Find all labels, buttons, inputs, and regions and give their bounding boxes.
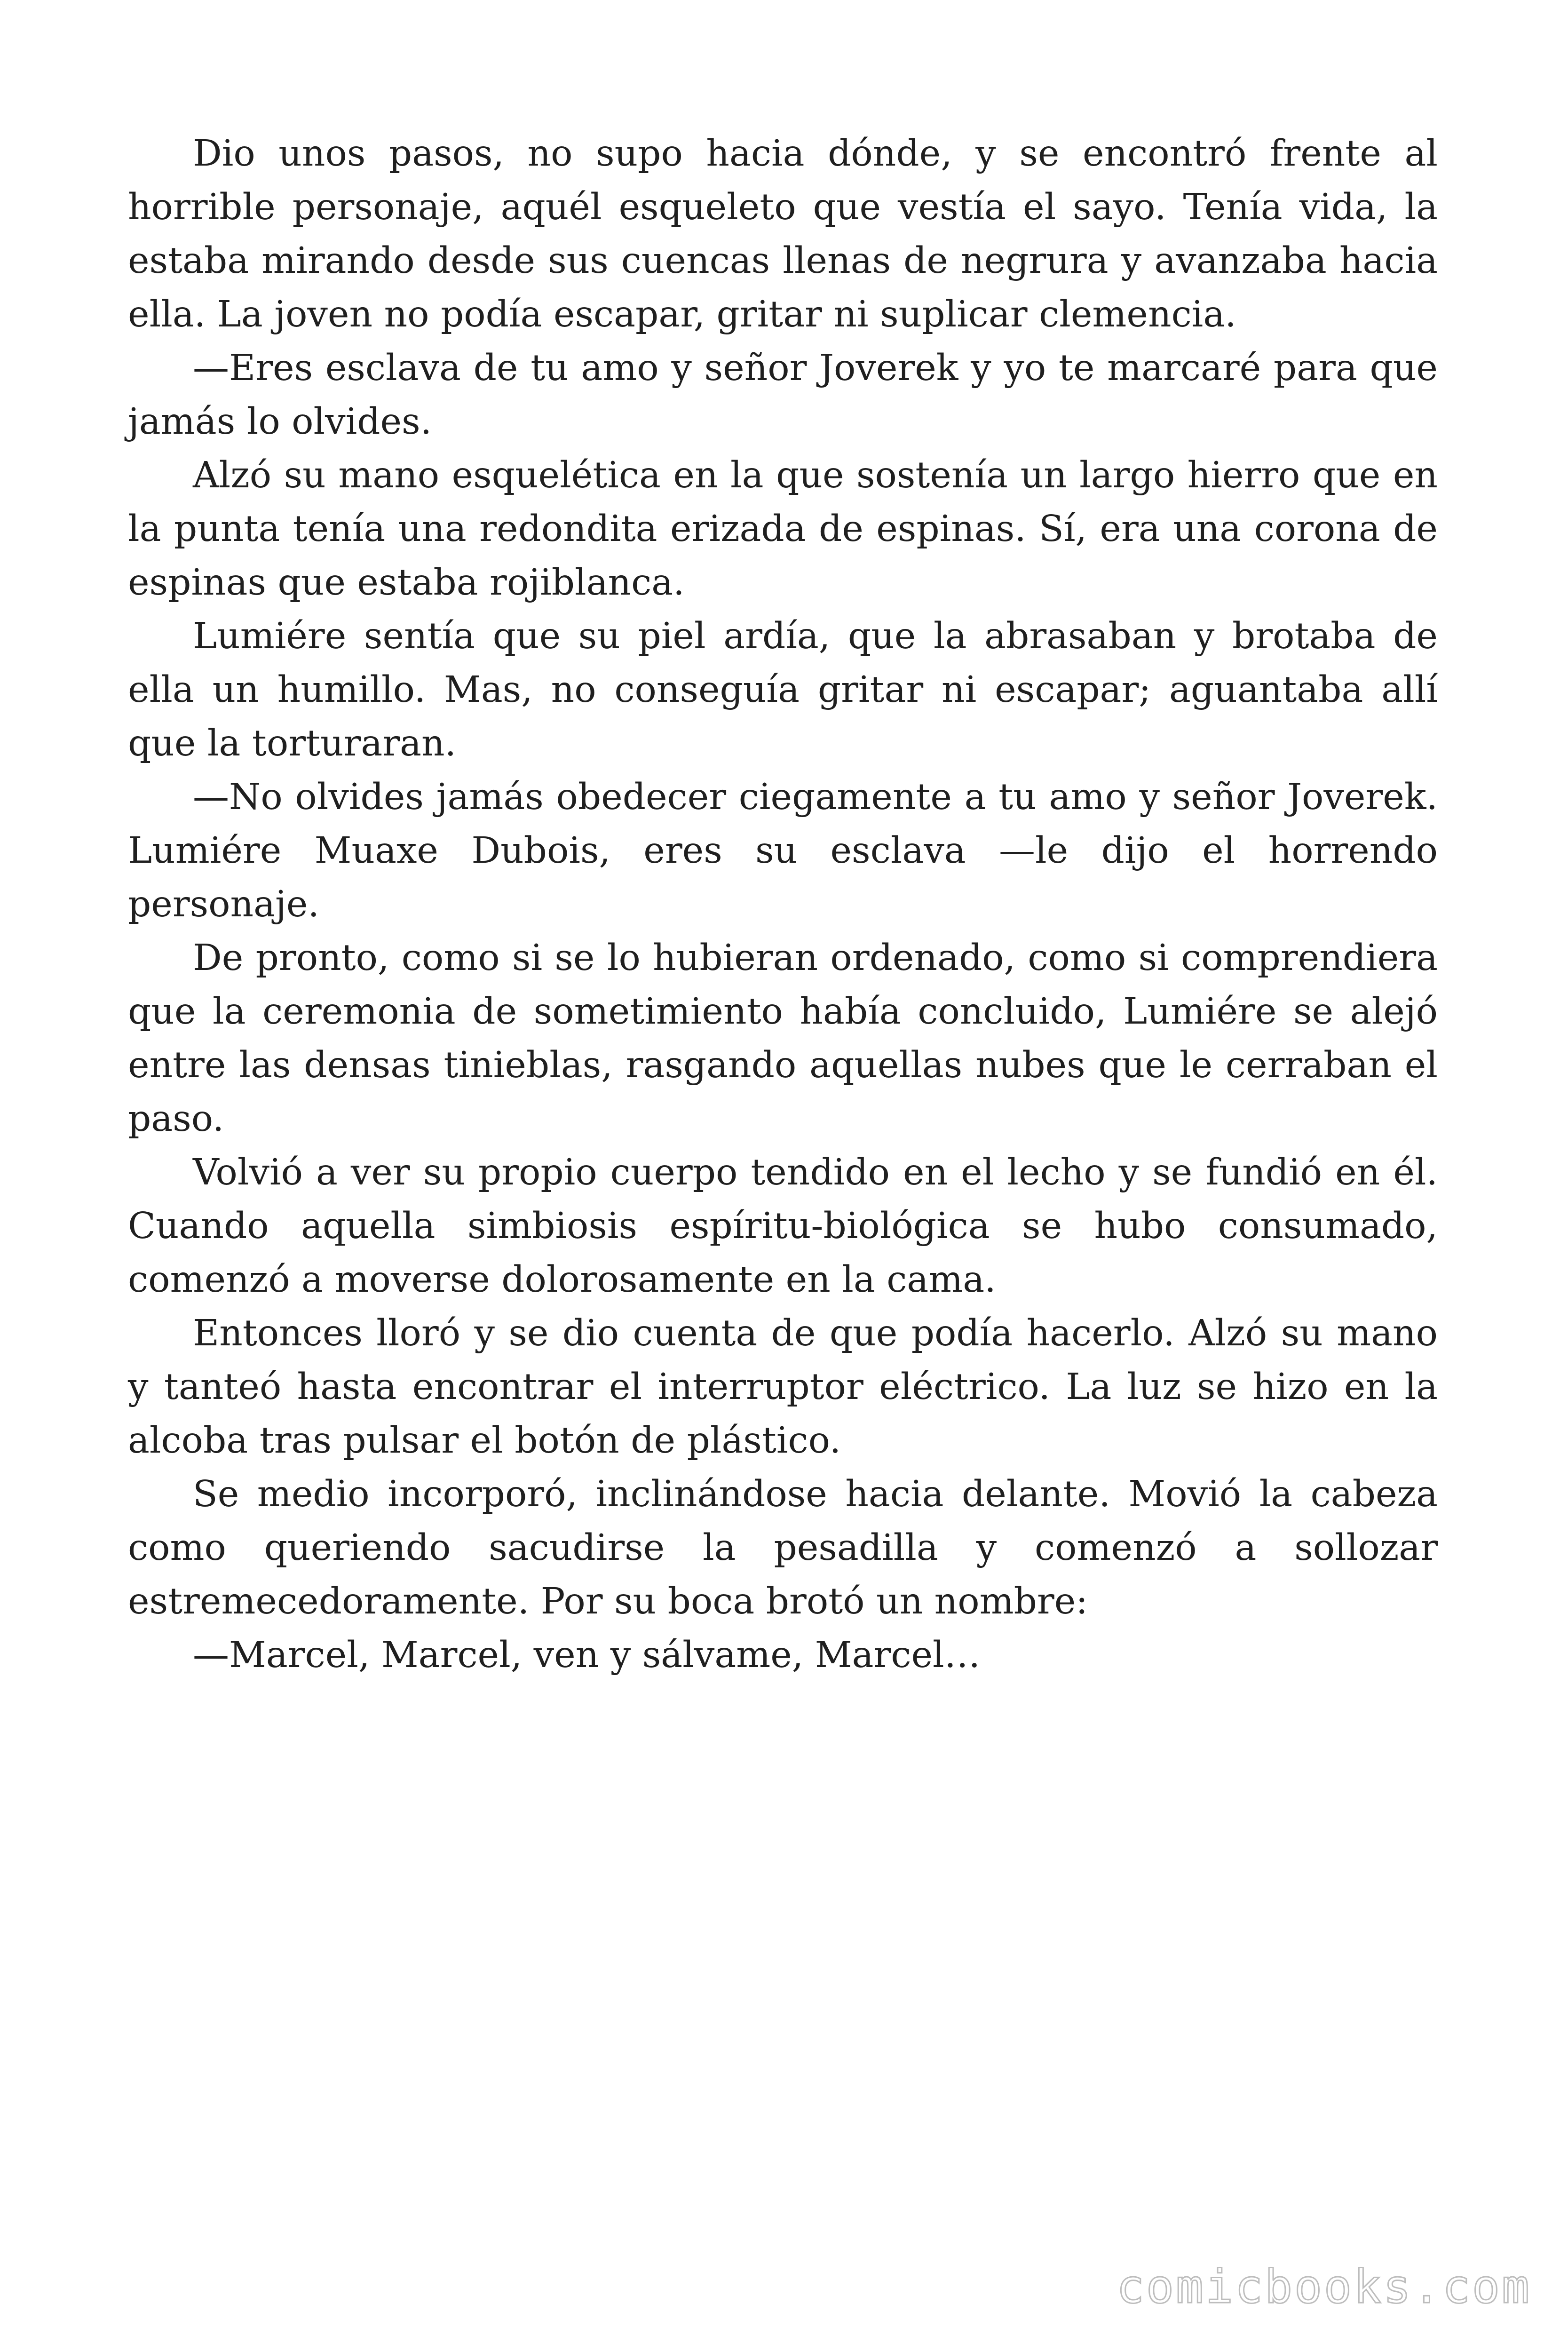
paragraph: Alzó su mano esquelética en la que sostenía un largo hierro que en la punta tenía una redondita erizada de espinas. Sí, era una corona de espinas que estaba rojiblanca. (128, 454, 1438, 604)
paragraph: —Eres esclava de tu amo y señor Joverek y yo te marcaré para que jamás lo olvides. (128, 347, 1438, 443)
watermark: comicbooks.com (1116, 2260, 1531, 2314)
body-text (128, 127, 1438, 1682)
paragraph: —No olvides jamás obedecer ciegamente a tu amo y señor Joverek. Lumiére Muaxe Dubois, eres su esclava —le dijo el horrendo personaje. (128, 776, 1438, 925)
paragraph: Volvió a ver su propio cuerpo tendido en el lecho y se fundió en él. Cuando aquella simbiosis espíritu-biológica se hubo consumado, comenzó a moverse dolorosamente en la cama. (128, 1152, 1438, 1301)
paragraph: Se medio incorporó, inclinándose hacia delante. Movió la cabeza como queriendo sacudirse la pesadilla y comenzó a sollozar estremecedoramente. Por su boca brotó un nombre: (128, 1473, 1438, 1622)
paragraph: De pronto, como si se lo hubieran ordenado, como si comprendiera que la ceremonia de sometimiento había concluido, Lumiére se alejó entre las densas tinieblas, rasgando aquellas nubes que le cerraban el paso. (128, 937, 1438, 1140)
paragraph: Dio unos pasos, no supo hacia dónde, y se encontró frente al horrible personaje, aquél esqueleto que vestía el sayo. Tenía vida, la estaba mirando desde sus cuencas llenas de negrura y avanzaba hacia ella. La joven no podía escapar, gritar ni suplicar clemencia. (128, 133, 1438, 335)
paragraph: Entonces lloró y se dio cuenta de que podía hacerlo. Alzó su mano y tanteó hasta encontrar el interruptor eléctrico. La luz se hizo en la alcoba tras pulsar el botón de plástico. (128, 1312, 1438, 1462)
paragraph: Lumiére sentía que su piel ardía, que la abrasaban y brotaba de ella un humillo. Mas, no conseguía gritar ni escapar; aguantaba allí que la torturaran. (128, 615, 1438, 764)
paragraph: —Marcel, Marcel, ven y sálvame, Marcel… (193, 1634, 981, 1676)
